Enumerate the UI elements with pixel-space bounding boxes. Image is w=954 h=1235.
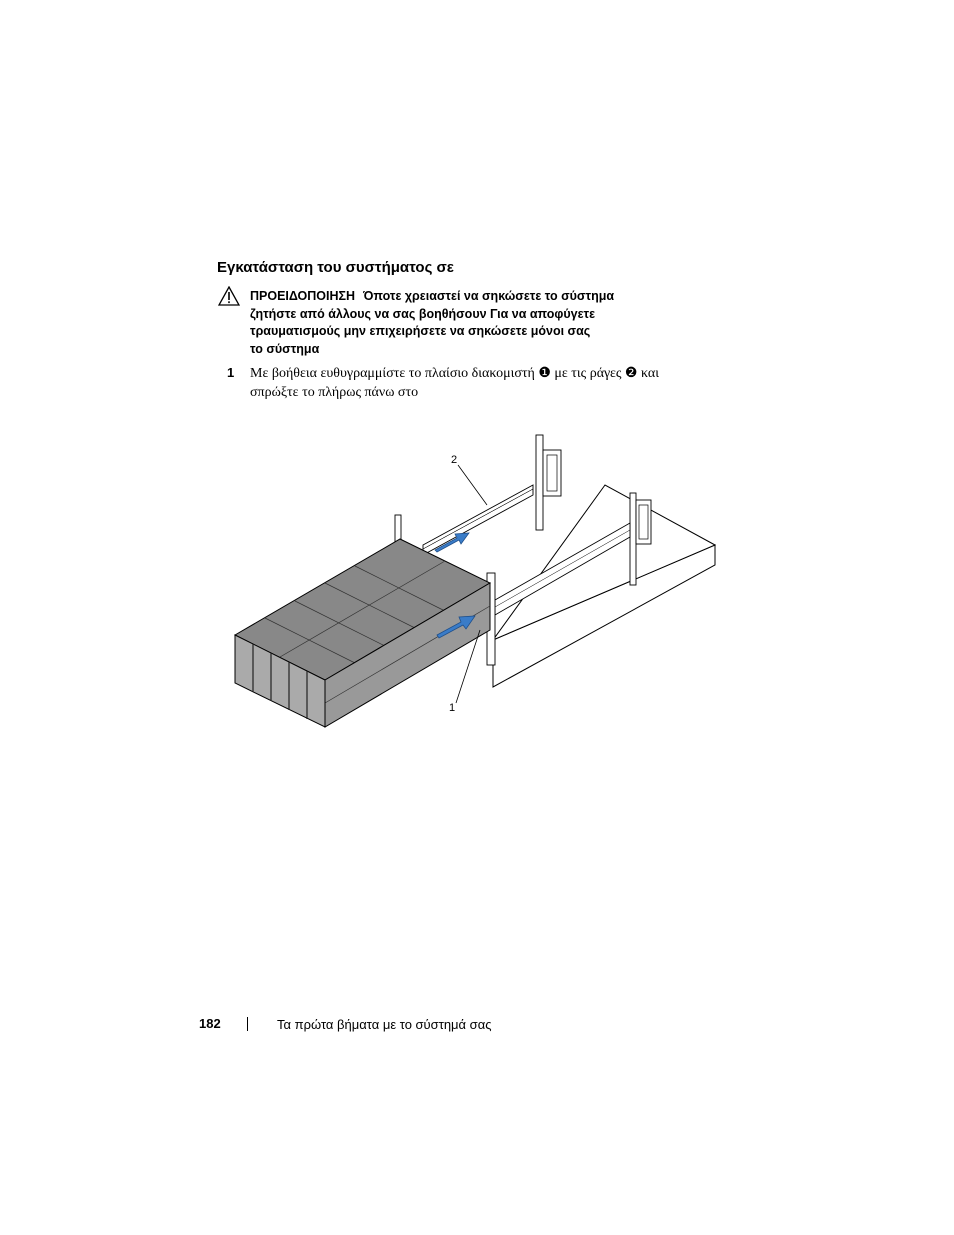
step-text: [250, 364, 720, 402]
warning-triangle-icon: [218, 286, 240, 306]
figure-callout-1: 1: [449, 702, 456, 714]
warning-line-4: το σύστημα: [250, 341, 320, 356]
warning-line-3: τραυματισμούς μην επιχειρήσετε να σηκώσετε μόνοι σας: [250, 324, 591, 339]
step-number: 1: [227, 365, 235, 380]
warning-line-1: ΠΡΟΕΙΔΟΠΟΙΗΣΗ Όποτε χρειαστεί να σηκώσετε το σύστημα: [250, 289, 615, 303]
footer-title: Τα πρώτα βήματα με το σύστημά σας: [277, 1017, 492, 1032]
step-line-1: Με βοήθεια ευθυγραμμίστε το πλαίσιο διακομιστή ❶ με τις ράγες ❷ και: [250, 366, 660, 381]
warning-notice: [250, 288, 720, 358]
warning-label: ΠΡΟΕΙΔΟΠΟΙΗΣΗ: [250, 289, 356, 303]
warning-line-2: ζητήστε από άλλους να σας βοηθήσουν Για να αποφύγετε: [250, 306, 596, 321]
page-number: 182: [199, 1016, 221, 1031]
step-line-2: σπρώξτε το πλήρως πάνω στο: [250, 385, 419, 400]
footer-divider: [247, 1017, 248, 1031]
rack-installation-illustration: [225, 425, 725, 735]
section-heading: Εγκατάσταση του συστήματος σε: [217, 259, 454, 276]
figure-callout-2: 2: [451, 454, 458, 466]
